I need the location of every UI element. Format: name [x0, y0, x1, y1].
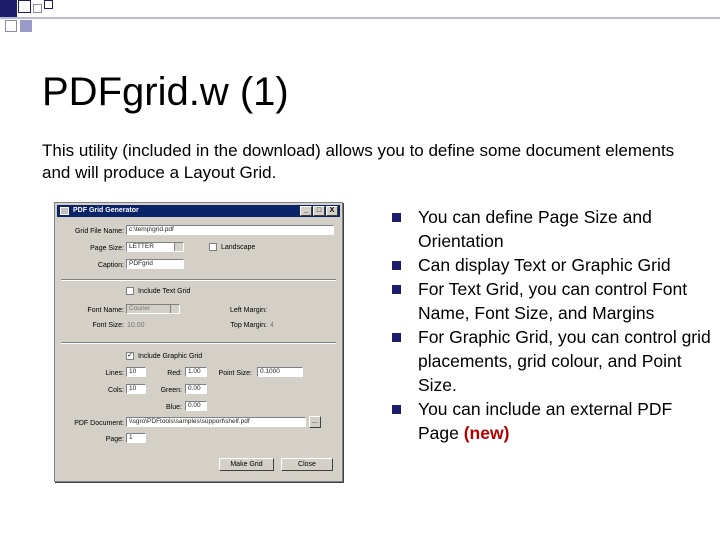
separator — [61, 279, 336, 281]
top-margin-value[interactable]: 4 — [270, 322, 274, 329]
square-bullet-icon — [392, 285, 401, 294]
deco-square — [33, 4, 42, 13]
grid-file-name-label: Grid File Name: — [74, 228, 124, 235]
deco-square — [20, 20, 32, 32]
caption-input[interactable]: PDFgrid — [126, 259, 184, 269]
cols-label: Cols: — [108, 387, 124, 394]
square-bullet-icon — [392, 261, 401, 270]
landscape-label: Landscape — [221, 244, 256, 251]
list-item-text: You can define Page Size and Orientation — [418, 207, 652, 251]
include-graphic-grid-checkbox[interactable]: ✓ — [127, 352, 133, 359]
font-name-select[interactable]: Courier — [126, 304, 180, 314]
lines-input[interactable]: 10 — [126, 367, 146, 377]
app-icon — [60, 207, 69, 215]
list-item-text: Can display Text or Graphic Grid — [418, 255, 671, 275]
pdf-grid-generator-window — [54, 202, 343, 482]
green-label: Green: — [160, 387, 182, 394]
red-label: Red: — [167, 370, 182, 377]
make-grid-button[interactable]: Make Grid — [219, 458, 274, 471]
window-titlebar[interactable] — [57, 205, 340, 217]
page-size-label: Page Size: — [90, 245, 124, 252]
include-text-grid-label: Include Text Grid — [138, 288, 191, 295]
list-item — [392, 253, 712, 277]
deco-square — [0, 0, 17, 17]
pdf-document-label: PDF Document: — [74, 420, 124, 427]
grid-file-name-input[interactable]: c:\temp\grid.pdf — [126, 225, 334, 235]
blue-label: Blue: — [166, 404, 182, 411]
maximize-button[interactable]: □ — [313, 206, 325, 216]
list-item — [392, 397, 712, 445]
deco-square — [44, 0, 53, 9]
list-item — [392, 325, 712, 397]
separator — [61, 342, 336, 344]
intro-text: This utility (included in the download) allows you to define some document elements and will produce a Layout Grid. — [42, 141, 675, 182]
close-window-button[interactable]: X — [326, 206, 338, 216]
deco-square — [18, 0, 31, 13]
list-item-text: For Text Grid, you can control Font Name, Font Size, and Margins — [418, 279, 688, 323]
page-size-select[interactable]: LETTER — [126, 242, 184, 252]
font-size-value[interactable]: 10.00 — [127, 322, 145, 329]
blue-input[interactable]: 0.00 — [185, 401, 207, 411]
cols-input[interactable]: 10 — [126, 384, 146, 394]
minimize-button[interactable]: _ — [300, 206, 312, 216]
left-margin-label: Left Margin: — [230, 307, 267, 314]
point-size-label: Point Size: — [218, 370, 252, 377]
pdf-document-input[interactable]: \\sgro\PDFtools\samples\support\shelf.pdf — [126, 417, 306, 427]
list-item — [392, 277, 712, 325]
list-item-text: You can include an external PDF Page — [418, 399, 673, 443]
page-input[interactable]: 1 — [126, 433, 146, 443]
top-margin-label: Top Margin: — [230, 322, 267, 329]
header-rule — [0, 17, 720, 19]
feature-list — [392, 205, 712, 445]
green-input[interactable]: 0.00 — [185, 384, 207, 394]
browse-button[interactable]: ... — [309, 416, 321, 428]
square-bullet-icon — [392, 405, 401, 414]
deco-square — [5, 20, 17, 32]
include-text-grid-checkbox[interactable] — [126, 287, 134, 295]
slide-title: PDFgrid.w (1) — [42, 70, 289, 114]
new-badge: (new) — [463, 423, 510, 443]
red-input[interactable]: 1.00 — [185, 367, 207, 377]
list-item — [392, 205, 712, 253]
caption-label: Caption: — [97, 262, 124, 269]
list-item-text: For Graphic Grid, you can control grid placements, grid colour, and Point Size. — [418, 327, 711, 395]
close-button[interactable]: Close — [281, 458, 333, 471]
include-graphic-grid-label: Include Graphic Grid — [138, 353, 203, 360]
lines-label: Lines: — [105, 370, 124, 377]
page-label: Page: — [105, 436, 124, 443]
window-title: PDF Grid Generator — [73, 207, 139, 214]
square-bullet-icon — [392, 333, 401, 342]
font-name-label: Font Name: — [87, 307, 124, 314]
landscape-checkbox[interactable] — [209, 243, 217, 251]
square-bullet-icon — [392, 213, 401, 222]
point-size-input[interactable]: 0.1000 — [257, 367, 303, 377]
font-size-label: Font Size: — [92, 322, 124, 329]
